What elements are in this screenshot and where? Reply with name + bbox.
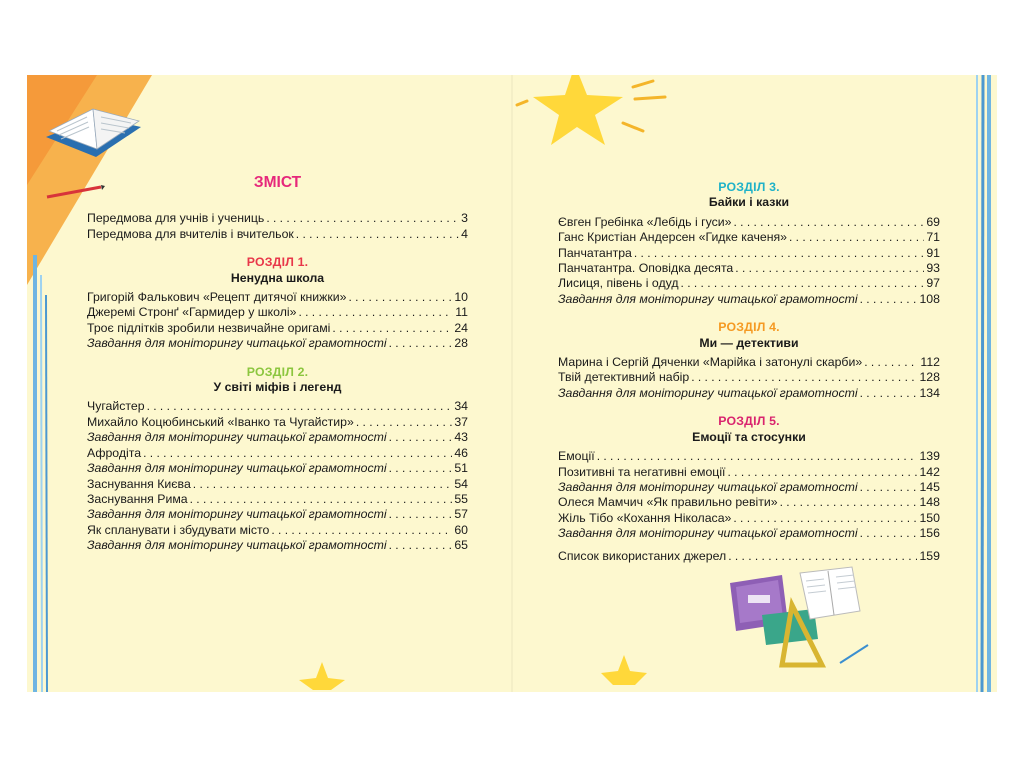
toc-entry-page: 4 — [461, 226, 468, 241]
toc-entry-page: 3 — [461, 211, 468, 226]
toc-entry[interactable] — [87, 227, 468, 242]
toc-entry-page: 97 — [926, 276, 940, 291]
toc-entry-text: Заснування Рима — [87, 491, 188, 506]
leader-dots — [298, 305, 453, 320]
section-1-list — [87, 290, 468, 352]
toc-entry[interactable] — [87, 336, 468, 351]
leader-dots — [143, 446, 452, 461]
toc-entry[interactable] — [558, 215, 940, 230]
section-4-label: РОЗДІЛ 4. — [718, 320, 780, 335]
toc-entry-page: 11 — [455, 305, 468, 320]
toc-entry[interactable] — [558, 230, 940, 245]
toc-entry-page: 108 — [919, 291, 940, 306]
toc-entry[interactable] — [87, 321, 468, 336]
star-icon — [599, 653, 649, 692]
toc-entry[interactable] — [87, 399, 468, 414]
toc-entry-page: 159 — [919, 548, 940, 563]
toc-entry-text: Завдання для моніторингу читацької грамотності — [87, 538, 387, 553]
toc-entry[interactable] — [87, 492, 468, 507]
toc-entry-page: 37 — [454, 414, 468, 429]
toc-entry[interactable] — [87, 523, 468, 538]
toc-entry-page: 54 — [454, 476, 468, 491]
toc-entry[interactable] — [558, 246, 940, 261]
toc-entry[interactable] — [558, 495, 940, 510]
leader-dots — [271, 523, 452, 538]
toc-entry-page: 34 — [454, 399, 468, 414]
books-and-ruler-icon — [722, 565, 872, 685]
toc-entry-page: 112 — [920, 355, 940, 370]
toc-entry-page: 93 — [926, 261, 940, 276]
toc-entry-text: Заснування Києва — [87, 476, 191, 491]
toc-entry-text: Твій детективний набір — [558, 370, 690, 385]
toc-entry[interactable] — [558, 386, 940, 401]
intro-list — [87, 211, 468, 242]
section-3-subtitle: Байки і казки — [708, 195, 790, 210]
toc-entry-page: 128 — [919, 370, 940, 385]
toc-entry-text: Марина і Сергій Дяченки «Марійка і затонулі скарби» — [558, 355, 863, 370]
toc-entry-page: 142 — [919, 464, 940, 479]
leader-dots — [296, 227, 459, 242]
toc-entry[interactable] — [87, 461, 468, 476]
toc-entry-text: Євген Гребінка «Лебідь і гуси» — [558, 214, 732, 229]
right-stripes-decoration — [967, 75, 997, 692]
toc-entry-page: 139 — [919, 449, 940, 464]
toc-entry-text: Жіль Тібо «Кохання Ніколаса» — [558, 510, 732, 525]
section-5-subtitle: Емоції та стосунки — [692, 429, 806, 444]
star-icon — [515, 75, 685, 155]
open-book-icon — [41, 97, 151, 182]
toc-entry-page: 28 — [454, 336, 468, 351]
star-icon — [297, 660, 347, 692]
toc-entry-text: Завдання для моніторингу читацької грамотності — [87, 430, 387, 445]
leader-dots — [389, 461, 453, 476]
left-stripes-decoration — [27, 75, 57, 692]
toc-entry-text: Список використаних джерел — [558, 548, 727, 563]
leader-dots — [735, 261, 924, 276]
toc-entry-text: Позитивні та негативні емоції — [558, 464, 726, 479]
leader-dots — [860, 386, 918, 401]
toc-entry-page: 65 — [454, 538, 468, 553]
toc-left-page — [87, 174, 468, 554]
toc-entry-page: 71 — [926, 230, 940, 245]
toc-entry-text: Завдання для моніторингу читацької грамотності — [558, 385, 858, 400]
toc-entry-text: Лисиця, півень і одуд — [558, 276, 679, 291]
toc-entry-text: Панчатантра. Оповідка десята — [558, 261, 734, 276]
toc-entry-page: 148 — [919, 495, 940, 510]
toc-entry-text: Передмова для учнів і учениць — [87, 211, 265, 226]
leader-dots — [780, 495, 918, 510]
leader-dots — [193, 477, 453, 492]
toc-entry-page: 60 — [454, 522, 468, 537]
toc-entry-page: 145 — [919, 479, 940, 494]
section-3-list — [558, 215, 940, 307]
toc-entry-page: 57 — [454, 507, 468, 522]
toc-entry-text: Завдання для моніторингу читацької грамотності — [558, 526, 858, 541]
section-2-label: РОЗДІЛ 2. — [246, 364, 309, 379]
leader-dots — [860, 526, 918, 541]
toc-entry-text: Ганс Кристіан Андерсен «Гидке каченя» — [558, 230, 788, 245]
toc-entry[interactable] — [87, 477, 468, 492]
toc-entry-text: Завдання для моніторингу читацької грамотності — [558, 291, 858, 306]
leader-dots — [864, 355, 918, 370]
section-1-label: РОЗДІЛ 1. — [246, 255, 309, 270]
toc-entry-text: Панчатантра — [558, 245, 632, 260]
toc-entry[interactable] — [558, 465, 940, 480]
leader-dots — [190, 492, 453, 507]
toc-entry-text: Афродіта — [87, 445, 142, 460]
toc-entry[interactable] — [87, 430, 468, 445]
toc-entry[interactable] — [87, 415, 468, 430]
toc-entry-text: Григорій Фалькович «Рецепт дитячої книжки» — [87, 290, 347, 305]
leader-dots — [389, 336, 453, 351]
toc-entry-page: 43 — [454, 430, 468, 445]
leader-dots — [728, 549, 917, 564]
toc-entry[interactable] — [558, 355, 940, 370]
section-5-label: РОЗДІЛ 5. — [718, 414, 780, 429]
page-fold — [511, 75, 513, 692]
toc-entry[interactable] — [558, 526, 940, 541]
toc-entry[interactable] — [558, 370, 940, 385]
toc-entry-text: Завдання для моніторингу читацької грамотності — [558, 479, 858, 494]
toc-entry-text: Джеремі Стронґ «Гармидер у школі» — [87, 305, 297, 320]
toc-entry[interactable] — [558, 449, 940, 464]
toc-entry-page: 69 — [926, 214, 940, 229]
toc-entry-text: Завдання для моніторингу читацької грамотності — [87, 461, 387, 476]
section-2-list — [87, 399, 468, 553]
leader-dots — [597, 449, 918, 464]
leader-dots — [860, 480, 918, 495]
toc-entry-text: Олеся Мамчич «Як правильно ревіти» — [558, 495, 778, 510]
toc-entry-page: 156 — [919, 526, 940, 541]
toc-entry-page: 55 — [454, 491, 468, 506]
section-4-subtitle: Ми — детективи — [699, 335, 799, 350]
toc-entry-text: Емоції — [558, 449, 595, 464]
leader-dots — [727, 465, 917, 480]
leader-dots — [349, 290, 453, 305]
toc-entry-text: Як спланувати і збудувати місто — [87, 522, 270, 537]
toc-entry-text: Михайло Коцюбинський «Іванко та Чугайстир» — [87, 414, 354, 429]
leader-dots — [681, 276, 925, 291]
toc-entry[interactable] — [558, 292, 940, 307]
toc-entry-text: Чугайстер — [87, 399, 145, 414]
toc-entry-page: 46 — [454, 445, 468, 460]
toc-entry[interactable] — [558, 276, 940, 291]
toc-entry-text: Передмова для вчителів і вчительок — [87, 226, 294, 241]
toc-right-page — [558, 180, 940, 564]
section-3-label: РОЗДІЛ 3. — [718, 180, 780, 194]
toc-entry-text: Троє підлітків зробили незвичайне оригамі — [87, 320, 331, 335]
toc-entry-text: Завдання для моніторингу читацької грамотності — [87, 507, 387, 522]
toc-entry[interactable] — [87, 446, 468, 461]
section-2-subtitle: У світі міфів і легенд — [213, 380, 342, 395]
leader-dots — [733, 511, 917, 526]
leader-dots — [860, 292, 918, 307]
book-spread — [27, 75, 997, 692]
leader-dots — [691, 370, 917, 385]
toc-entry[interactable] — [558, 261, 940, 276]
toc-entry-page: 10 — [454, 290, 468, 305]
leader-dots — [734, 215, 925, 230]
section-1-subtitle: Ненудна школа — [230, 270, 325, 285]
section-4-list — [558, 355, 940, 401]
toc-entry-page: 51 — [454, 461, 468, 476]
toc-entry[interactable] — [87, 507, 468, 522]
leader-dots — [356, 415, 452, 430]
toc-entry-text: Завдання для моніторингу читацької грамотності — [87, 336, 387, 351]
toc-entry[interactable] — [87, 211, 468, 226]
leader-dots — [266, 211, 459, 226]
leader-dots — [634, 246, 924, 261]
toc-entry[interactable] — [87, 290, 468, 305]
toc-entry-page: 150 — [919, 510, 940, 525]
toc-entry-page: 24 — [454, 320, 468, 335]
toc-entry[interactable] — [558, 511, 940, 526]
leader-dots — [147, 399, 453, 414]
leader-dots — [389, 430, 453, 445]
toc-entry-sources[interactable] — [558, 549, 940, 564]
leader-dots — [389, 507, 453, 522]
toc-entry[interactable] — [87, 305, 468, 320]
leader-dots — [389, 538, 453, 553]
leader-dots — [332, 321, 452, 336]
toc-entry-page: 91 — [926, 245, 940, 260]
toc-entry-page: 134 — [919, 385, 940, 400]
toc-entry[interactable] — [558, 480, 940, 495]
page-title: ЗМІСТ — [253, 174, 302, 191]
toc-entry[interactable] — [87, 538, 468, 553]
leader-dots — [789, 230, 924, 245]
section-5-list — [558, 449, 940, 541]
